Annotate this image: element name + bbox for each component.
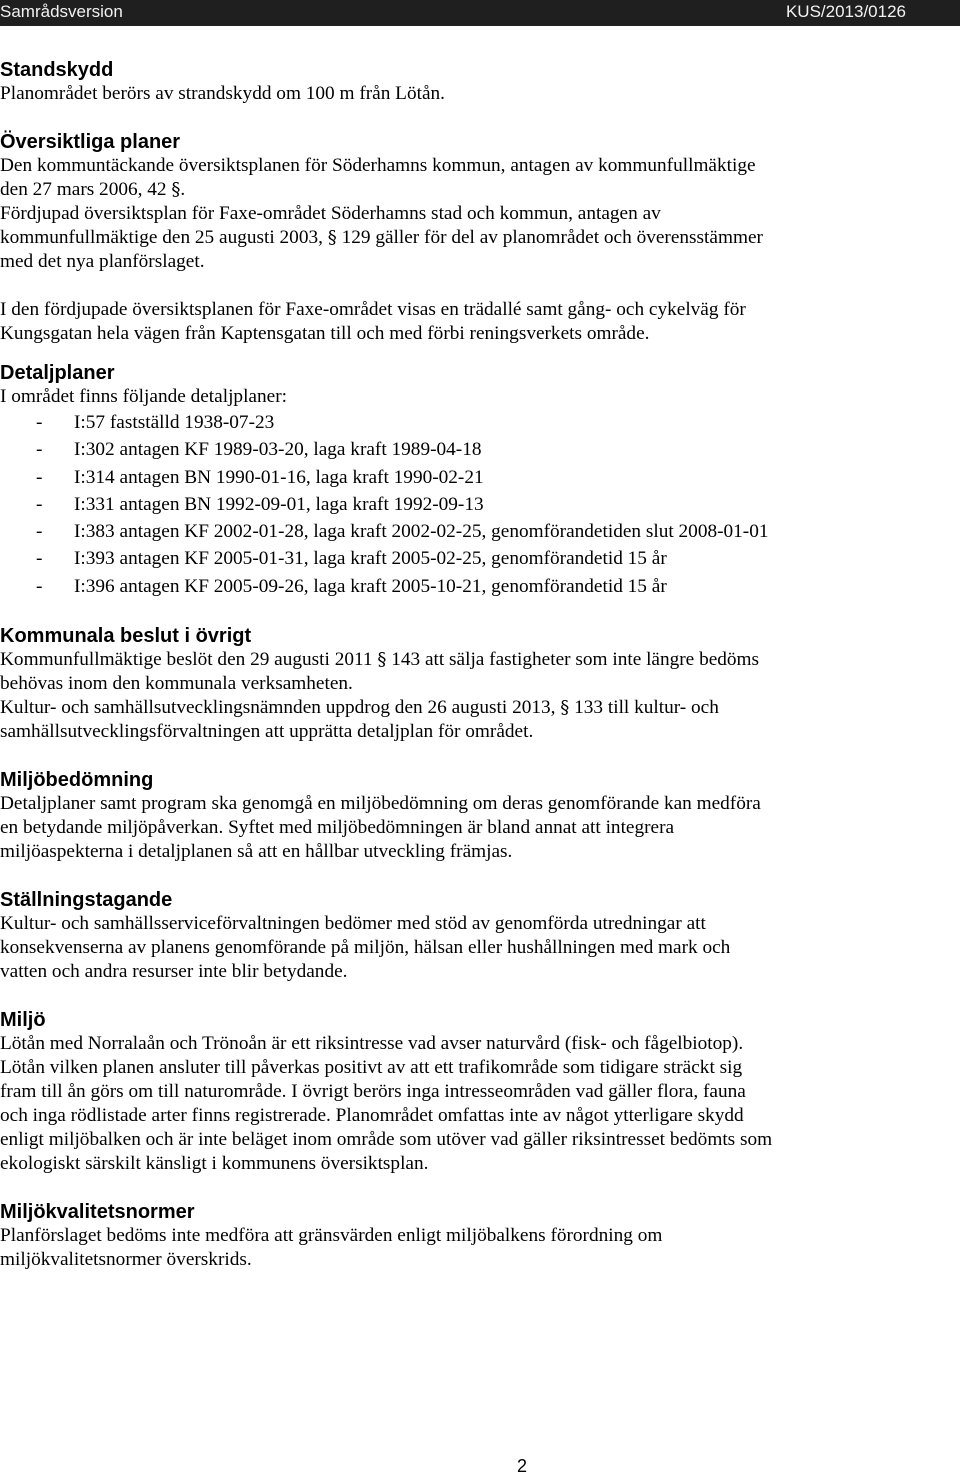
section-kommunala-beslut: [0, 624, 960, 744]
document-body: [0, 58, 960, 1272]
heading-miljobedomning: Miljöbedömning: [0, 769, 154, 792]
paragraph-line: Planområdet berörs av strandskydd om 100 m från Lötån.: [0, 83, 445, 104]
section-standskydd: [0, 58, 960, 106]
section-miljokvalitetsnormer: [0, 1200, 960, 1272]
paragraph-line: I området finns följande detaljplaner:: [0, 386, 287, 407]
paragraph-line: konsekvenserna av planens genomförande på miljön, hälsan eller hushållningen med mark och: [0, 937, 731, 959]
paragraph-line: Kommunfullmäktige beslöt den 29 augusti 2011 § 143 att sälja fastigheter som inte längre bedöms: [0, 649, 760, 671]
list-item: - I:331 antagen BN 1992-09-01, laga kraft 1992-09-13: [36, 493, 484, 515]
paragraph-line: en betydande miljöpåverkan. Syftet med miljöbedömningen är bland annat att integrera: [0, 817, 675, 839]
paragraph-line: behövas inom den kommunala verksamheten.: [0, 673, 353, 695]
header-version: Samrådsversion: [0, 2, 123, 21]
paragraph-line: den 27 mars 2006, 42 §.: [0, 179, 186, 200]
section-miljobedomning: [0, 768, 960, 864]
page-number: 2: [516, 1456, 527, 1476]
paragraph-line: fram till ån görs om till naturområde. I övrigt berörs inga intresseområden vad gäller flora, fauna: [0, 1081, 746, 1103]
heading-stallningstagande: Ställningstagande: [0, 889, 173, 912]
list-item: - I:57 fastställd 1938-07-23: [36, 412, 275, 433]
list-item: - I:314 antagen BN 1990-01-16, laga kraft 1990-02-21: [36, 466, 484, 488]
heading-miljokvalitetsnormer: Miljökvalitetsnormer: [0, 1201, 195, 1224]
paragraph-line: vatten och andra resurser inte blir betydande.: [0, 961, 348, 983]
section-sign: §: [327, 227, 337, 248]
heading-standskydd: Standskydd: [0, 59, 114, 81]
paragraph-line: Kultur- och samhällsserviceförvaltningen bedömer med stöd av genomförda utredningar att: [0, 913, 706, 935]
document-header: [0, 0, 960, 26]
heading-miljo: Miljö: [0, 1009, 46, 1032]
paragraph-line: ekologiskt särskilt känsligt i kommunens översiktsplan.: [0, 1153, 429, 1175]
paragraph-line: Planförslaget bedöms inte medföra att gränsvärden enligt miljöbalkens förordning om: [0, 1225, 663, 1247]
section-miljo: [0, 1008, 960, 1176]
paragraph-line: enligt miljöbalken och är inte beläget inom område som utöver vad gäller riksintresset bedömts som: [0, 1129, 773, 1151]
paragraph-line: Kultur- och samhällsutvecklingsnämnden uppdrog den 26 augusti 2013, § 133 till kultur- och: [0, 697, 719, 719]
paragraph-line: samhällsutvecklingsförvaltningen att upprätta detaljplan för området.: [0, 721, 534, 743]
section-oversiktliga-planer: [0, 130, 960, 346]
paragraph-line: med det nya planförslaget.: [0, 251, 205, 272]
paragraph-line: kommunfullmäktige den 25 augusti 2003, § 129 gäller för del av planområdet och överensstämmer: [0, 227, 763, 248]
heading-detaljplaner: Detaljplaner: [0, 362, 115, 384]
section-sign: §: [560, 697, 570, 719]
list-item: - I:393 antagen KF 2005-01-31, laga kraft 2005-02-25, genomförandetid 15 år: [36, 548, 667, 570]
list-item: - I:383 antagen KF 2002-01-28, laga kraft 2002-02-25, genomförandetiden slut 2008-01-01: [36, 521, 769, 543]
list-item: - I:396 antagen KF 2005-09-26, laga kraft 2005-10-21, genomförandetid 15 år: [36, 575, 667, 597]
paragraph-line: I den fördjupade översiktsplanen för Faxe-området visas en trädallé samt gång- och cykelväg för: [0, 299, 746, 320]
section-stallningstagande: [0, 888, 960, 984]
heading-oversiktliga-planer: Översiktliga planer: [0, 131, 181, 153]
paragraph-line: och inga rödlistade arter finns registrerade. Planområdet omfattas inte av något ytterligare skydd: [0, 1105, 744, 1127]
paragraph-line: miljökvalitetsnormer överskrids.: [0, 1249, 252, 1271]
paragraph-line: Kungsgatan hela vägen från Kaptensgatan till och med förbi reningsverkets område.: [0, 323, 650, 344]
paragraph-line: Lötån med Norralaån och Trönoån är ett riksintresse vad avser naturvård (fisk- och fågelbiotop).: [0, 1033, 744, 1055]
paragraph-line: Lötån vilken planen ansluter till påverkas positivt av att ett trafikområde som tidigare sträckt sig: [0, 1057, 743, 1079]
section-sign: §: [171, 179, 181, 200]
section-detaljplaner: [0, 361, 960, 600]
paragraph-line: Den kommuntäckande översiktsplanen för Söderhamns kommun, antagen av kommunfullmäktige: [0, 155, 756, 176]
section-sign: §: [377, 649, 387, 671]
heading-kommunala-beslut: Kommunala beslut i övrigt: [0, 625, 252, 648]
list-item: - I:302 antagen KF 1989-03-20, laga kraft 1989-04-18: [36, 439, 482, 461]
paragraph-line: miljöaspekterna i detaljplanen så att en hållbar utveckling främjas.: [0, 841, 513, 863]
paragraph-line: Detaljplaner samt program ska genomgå en miljöbedömning om deras genomförande kan medföra: [0, 793, 761, 815]
paragraph-line: Fördjupad översiktsplan för Faxe-området Söderhamns stad och kommun, antagen av: [0, 203, 661, 224]
header-case-number: KUS/2013/0126: [785, 2, 906, 21]
